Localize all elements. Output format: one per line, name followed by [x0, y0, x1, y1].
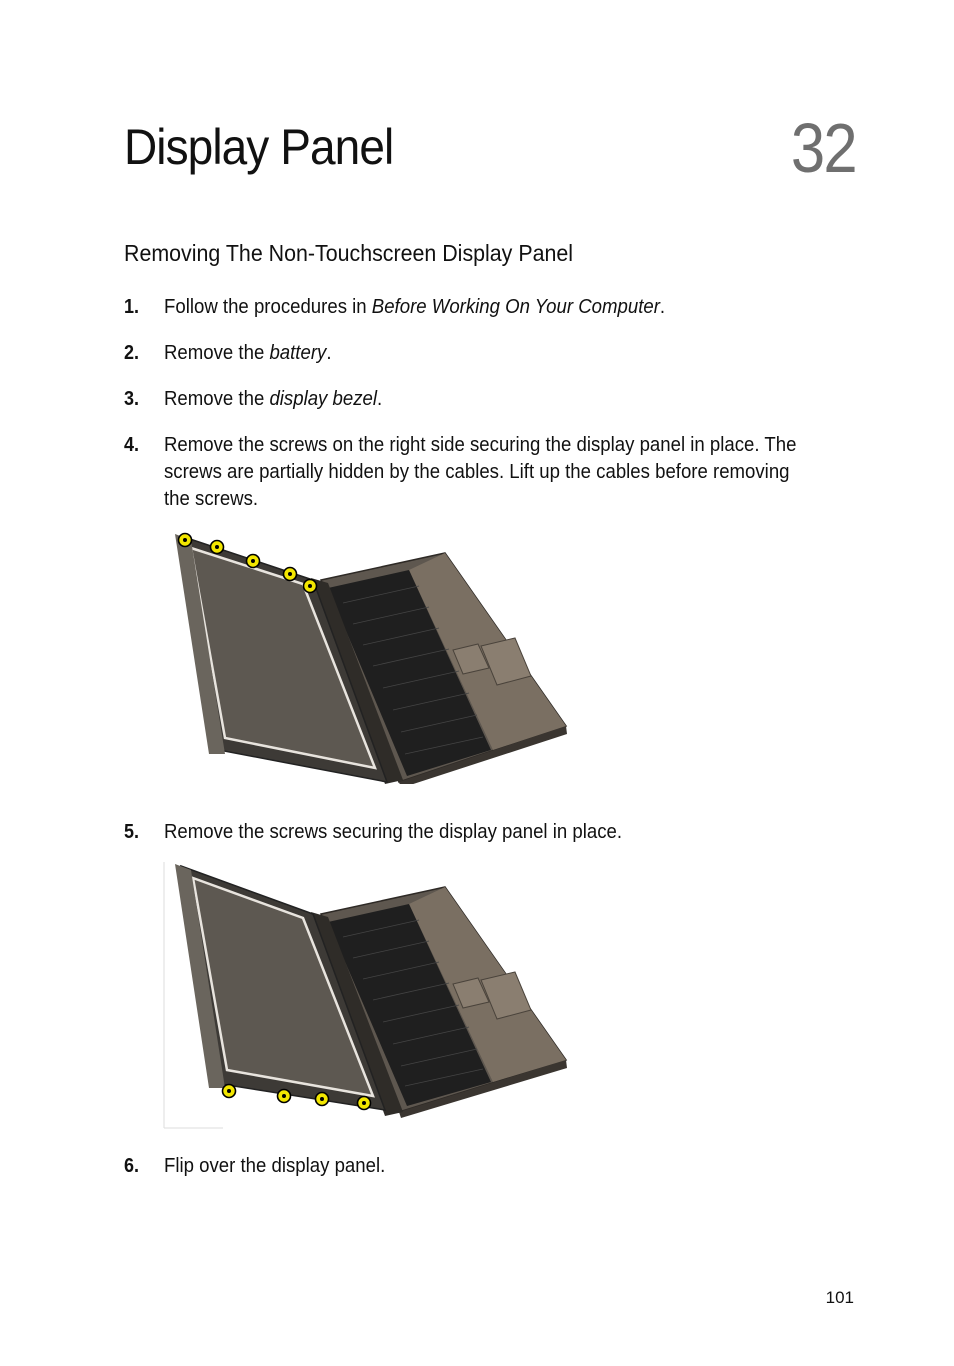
- before-working-link[interactable]: Before Working On Your Computer: [371, 296, 660, 318]
- chapter-title: Display Panel: [124, 119, 394, 175]
- laptop-display-screws-bottom-illustration: [164, 862, 567, 1128]
- step-text: Follow the procedures in Before Working On Your Computer.: [164, 296, 666, 318]
- step-text: Remove the screws on the right side securing the display panel in place. The screws are partially hidden by the cables. Lift up the cables before removing the screws.: [164, 434, 797, 510]
- step-text: Flip over the display panel.: [164, 1155, 386, 1177]
- step-number: 2.: [124, 342, 140, 364]
- chapter-number: 32: [790, 109, 856, 187]
- page-number: 101: [825, 1288, 854, 1307]
- step-number: 6.: [124, 1155, 140, 1177]
- step-text: Remove the display bezel.: [164, 388, 383, 410]
- step-number: 1.: [124, 296, 140, 318]
- figure-display-screws-bottom: [163, 862, 573, 1130]
- laptop-display-screws-top-illustration: [175, 534, 567, 785]
- figure-display-screws-top: [163, 528, 573, 784]
- step-text: Remove the battery.: [164, 342, 332, 364]
- section-title: Removing The Non-Touchscreen Display Panel: [124, 240, 574, 266]
- step-number: 5.: [124, 821, 140, 843]
- step-number: 4.: [124, 434, 140, 456]
- battery-link[interactable]: battery: [269, 342, 327, 364]
- step-number: 3.: [124, 388, 140, 410]
- step-text: Remove the screws securing the display panel in place.: [164, 821, 623, 843]
- display-bezel-link[interactable]: display bezel: [269, 388, 377, 410]
